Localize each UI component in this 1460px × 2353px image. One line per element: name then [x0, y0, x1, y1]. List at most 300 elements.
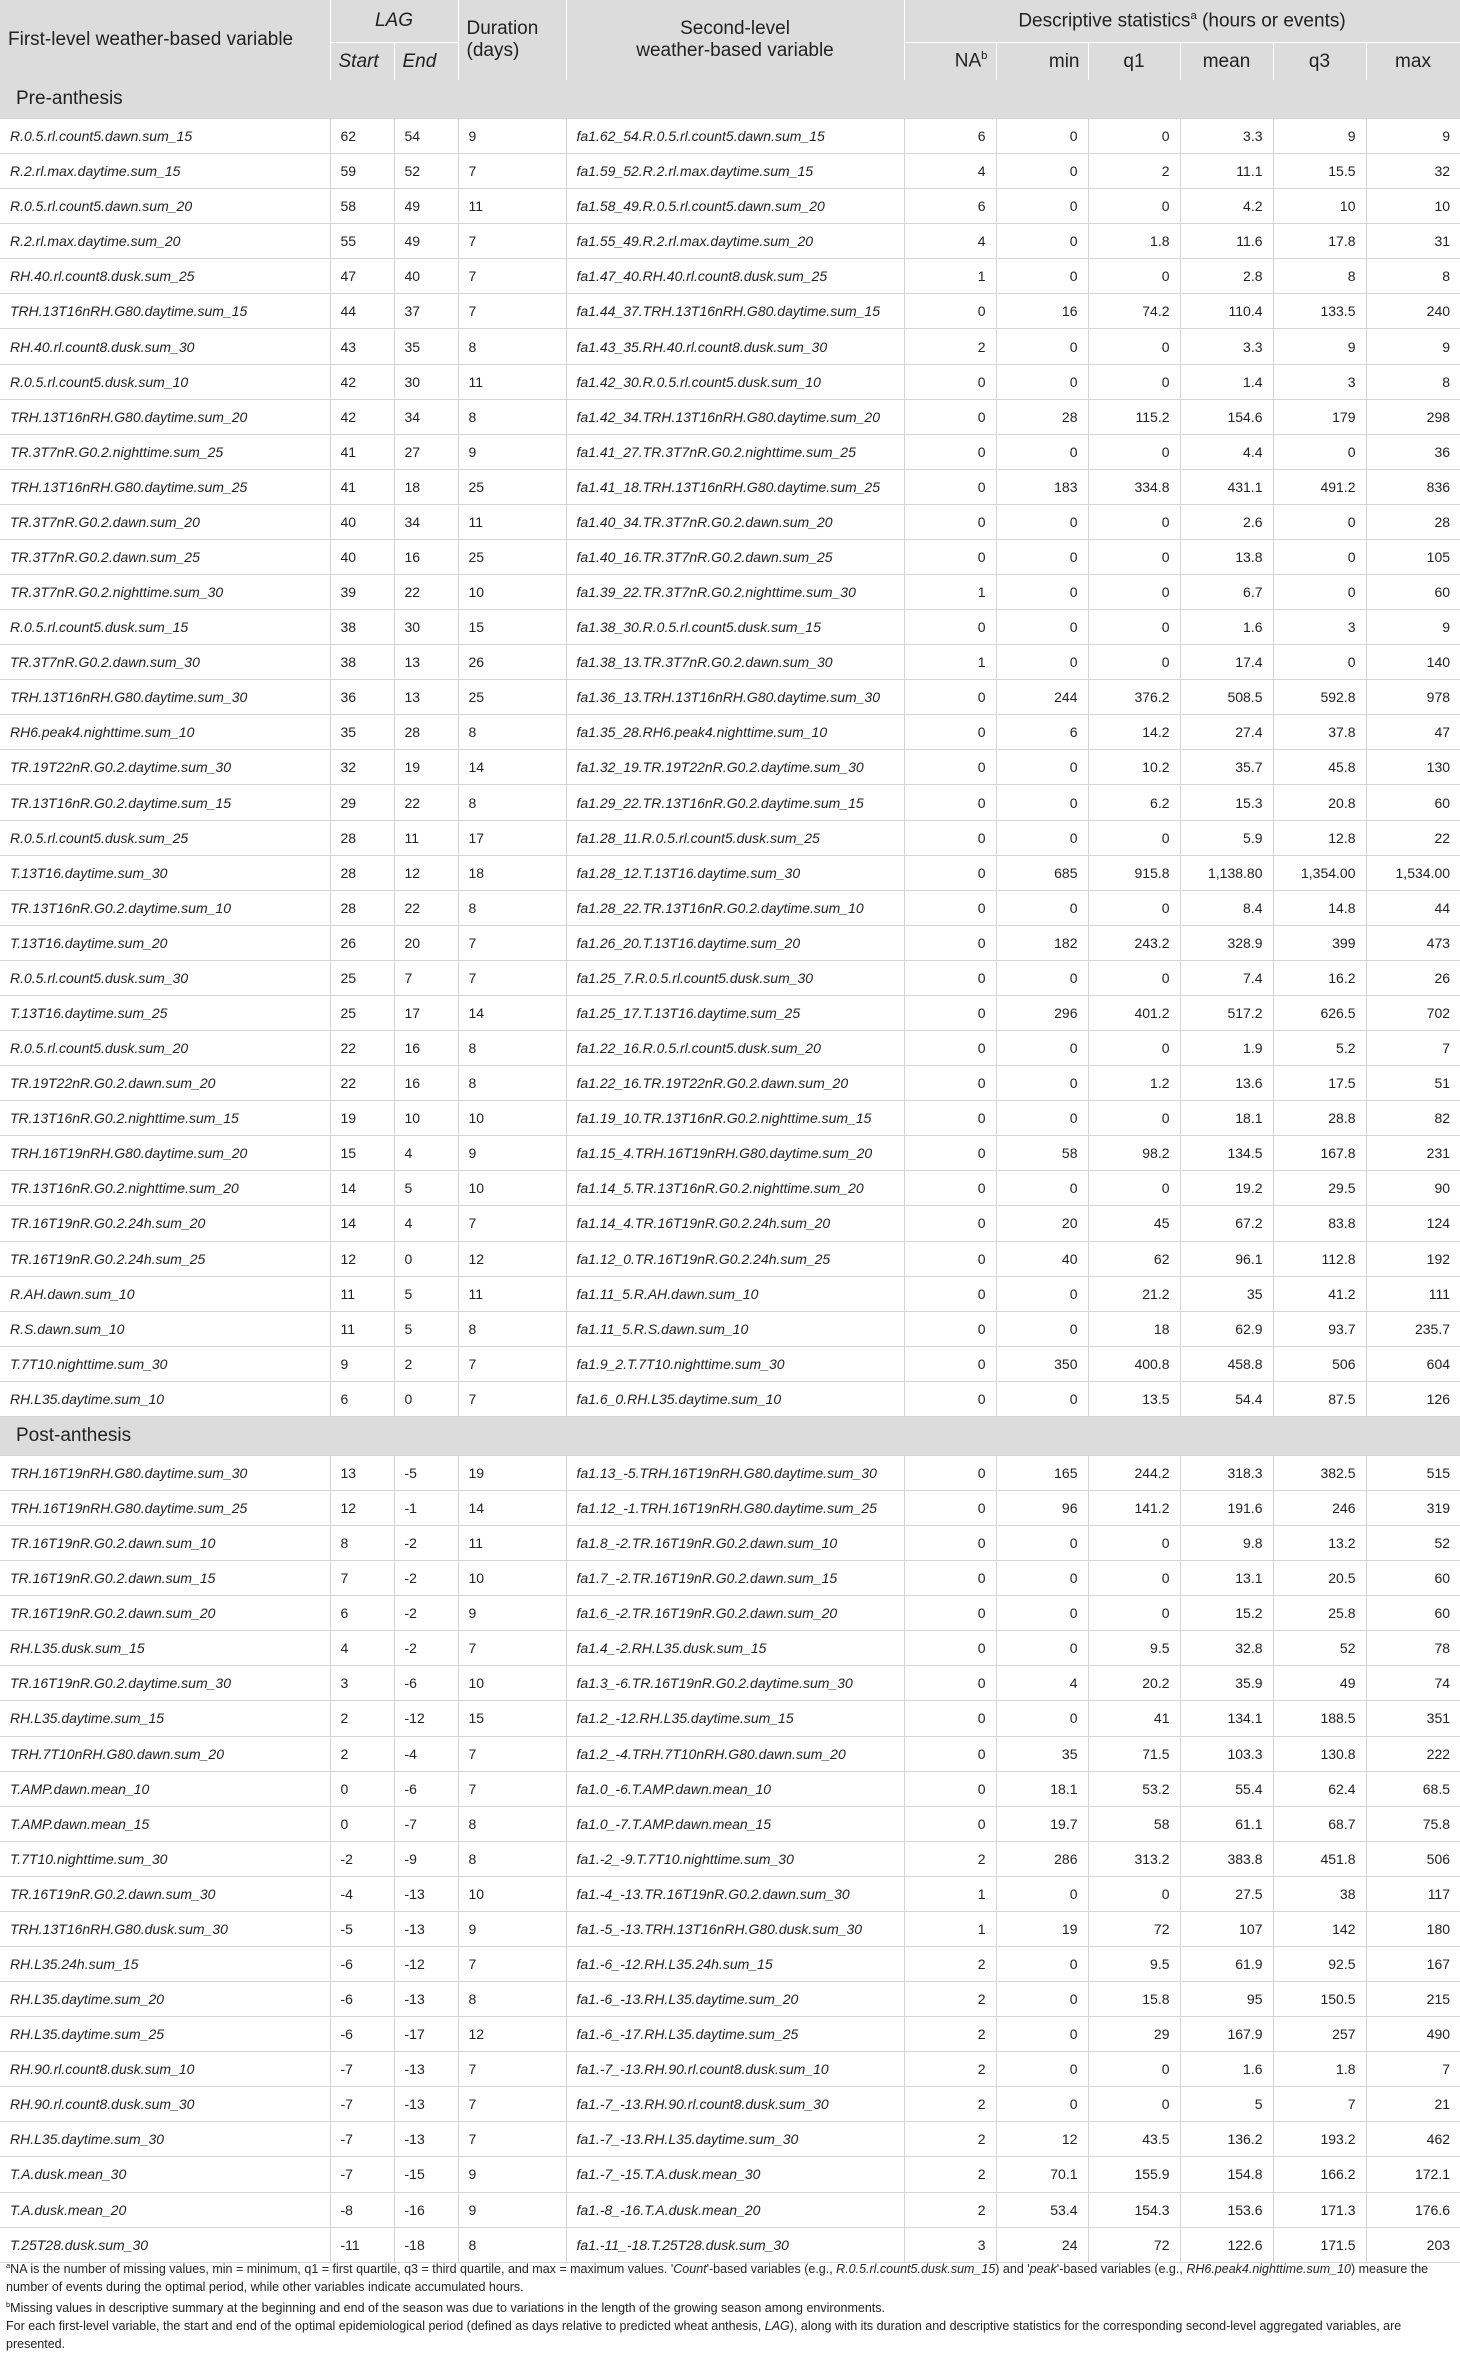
- cell-first-level-var: TR.3T7nR.G0.2.nighttime.sum_25: [0, 434, 330, 469]
- cell-mean: 1.4: [1180, 364, 1273, 399]
- cell-second-level-var: fa1.9_2.T.7T10.nighttime.sum_30: [566, 1346, 904, 1381]
- table-row: [0, 1911, 1460, 1946]
- cell-na: 0: [904, 1381, 996, 1416]
- cell-lag-start: 7: [330, 1561, 394, 1596]
- cell-max: 28: [1366, 504, 1460, 539]
- cell-lag-end: -16: [394, 2192, 458, 2227]
- cell-lag-start: 40: [330, 504, 394, 539]
- header-max: max: [1366, 43, 1460, 81]
- table-row: [0, 680, 1460, 715]
- cell-lag-end: -9: [394, 1841, 458, 1876]
- cell-max: 105: [1366, 539, 1460, 574]
- table-row: [0, 469, 1460, 504]
- cell-second-level-var: fa1.-7_-13.RH.90.rl.count8.dusk.sum_30: [566, 2087, 904, 2122]
- cell-first-level-var: TR.13T16nR.G0.2.nighttime.sum_15: [0, 1101, 330, 1136]
- cell-min: 19.7: [996, 1806, 1088, 1841]
- cell-q1: 0: [1088, 259, 1180, 294]
- cell-lag-end: 34: [394, 399, 458, 434]
- cell-lag-start: 6: [330, 1381, 394, 1416]
- cell-q1: 0: [1088, 1596, 1180, 1631]
- header-min: min: [996, 43, 1088, 81]
- cell-q3: 9: [1273, 329, 1366, 364]
- cell-q1: 2: [1088, 154, 1180, 189]
- cell-lag-start: -6: [330, 1946, 394, 1981]
- cell-lag-end: 0: [394, 1381, 458, 1416]
- cell-na: 0: [904, 1736, 996, 1771]
- cell-min: 28: [996, 399, 1088, 434]
- cell-min: 0: [996, 119, 1088, 154]
- cell-lag-end: 27: [394, 434, 458, 469]
- section-header: [0, 80, 1460, 119]
- cell-mean: 508.5: [1180, 680, 1273, 715]
- cell-duration: 8: [458, 1031, 566, 1066]
- cell-na: 0: [904, 1631, 996, 1666]
- cell-q3: 68.7: [1273, 1806, 1366, 1841]
- cell-na: 0: [904, 995, 996, 1030]
- cell-min: 12: [996, 2122, 1088, 2157]
- cell-second-level-var: fa1.59_52.R.2.rl.max.daytime.sum_15: [566, 154, 904, 189]
- cell-duration: 14: [458, 750, 566, 785]
- cell-first-level-var: RH.L35.24h.sum_15: [0, 1946, 330, 1981]
- section-header: [0, 1416, 1460, 1455]
- cell-mean: 54.4: [1180, 1381, 1273, 1416]
- footnote-a-text-2: '-based variables (e.g.,: [706, 2262, 837, 2277]
- cell-mean: 15.2: [1180, 1596, 1273, 1631]
- cell-duration: 7: [458, 1206, 566, 1241]
- cell-mean: 17.4: [1180, 645, 1273, 680]
- cell-mean: 2.6: [1180, 504, 1273, 539]
- cell-lag-end: -5: [394, 1455, 458, 1490]
- section-title: Post-anthesis: [0, 1416, 1460, 1455]
- cell-lag-start: 29: [330, 785, 394, 820]
- footnote-a-example-1: R.0.5.rl.count5.dusk.sum_15: [836, 2262, 996, 2277]
- cell-na: 2: [904, 1982, 996, 2017]
- cell-na: 0: [904, 1806, 996, 1841]
- cell-lag-end: -2: [394, 1631, 458, 1666]
- cell-q3: 451.8: [1273, 1841, 1366, 1876]
- cell-first-level-var: TR.16T19nR.G0.2.24h.sum_25: [0, 1241, 330, 1276]
- cell-second-level-var: fa1.28_12.T.13T16.daytime.sum_30: [566, 855, 904, 890]
- cell-second-level-var: fa1.58_49.R.0.5.rl.count5.dawn.sum_20: [566, 189, 904, 224]
- table-row: [0, 119, 1460, 154]
- cell-first-level-var: R.0.5.rl.count5.dawn.sum_20: [0, 189, 330, 224]
- cell-lag-end: 13: [394, 645, 458, 680]
- cell-max: 44: [1366, 890, 1460, 925]
- cell-q3: 9: [1273, 119, 1366, 154]
- cell-max: 21: [1366, 2087, 1460, 2122]
- cell-first-level-var: TR.19T22nR.G0.2.dawn.sum_20: [0, 1066, 330, 1101]
- cell-duration: 26: [458, 645, 566, 680]
- table-row: [0, 294, 1460, 329]
- cell-duration: 7: [458, 960, 566, 995]
- cell-na: 0: [904, 294, 996, 329]
- cell-q3: 13.2: [1273, 1526, 1366, 1561]
- cell-q3: 38: [1273, 1876, 1366, 1911]
- cell-max: 60: [1366, 1596, 1460, 1631]
- cell-duration: 8: [458, 399, 566, 434]
- cell-q3: 171.5: [1273, 2227, 1366, 2262]
- header-duration: [458, 0, 566, 80]
- cell-min: 182: [996, 925, 1088, 960]
- cell-first-level-var: TRH.7T10nRH.G80.dawn.sum_20: [0, 1736, 330, 1771]
- cell-second-level-var: fa1.32_19.TR.19T22nR.G0.2.daytime.sum_30: [566, 750, 904, 785]
- cell-min: 0: [996, 890, 1088, 925]
- cell-na: 0: [904, 820, 996, 855]
- cell-max: 298: [1366, 399, 1460, 434]
- cell-q1: 58: [1088, 1806, 1180, 1841]
- cell-max: 462: [1366, 2122, 1460, 2157]
- table-row: [0, 1346, 1460, 1381]
- cell-na: 2: [904, 1946, 996, 1981]
- cell-min: 0: [996, 1526, 1088, 1561]
- cell-max: 7: [1366, 2052, 1460, 2087]
- cell-lag-start: -5: [330, 1911, 394, 1946]
- cell-first-level-var: RH.40.rl.count8.dusk.sum_25: [0, 259, 330, 294]
- cell-q3: 0: [1273, 434, 1366, 469]
- cell-lag-start: 2: [330, 1736, 394, 1771]
- cell-second-level-var: fa1.-6_-12.RH.L35.24h.sum_15: [566, 1946, 904, 1981]
- cell-q1: 71.5: [1088, 1736, 1180, 1771]
- cell-lag-end: -18: [394, 2227, 458, 2262]
- cell-max: 9: [1366, 610, 1460, 645]
- cell-first-level-var: TRH.13T16nRH.G80.daytime.sum_15: [0, 294, 330, 329]
- cell-na: 1: [904, 259, 996, 294]
- cell-q1: 0: [1088, 890, 1180, 925]
- cell-q1: 0: [1088, 189, 1180, 224]
- cell-na: 0: [904, 890, 996, 925]
- cell-q1: 0: [1088, 1031, 1180, 1066]
- cell-lag-start: 43: [330, 329, 394, 364]
- cell-na: 0: [904, 1346, 996, 1381]
- cell-max: 222: [1366, 1736, 1460, 1771]
- table-row: [0, 855, 1460, 890]
- cell-min: 296: [996, 995, 1088, 1030]
- cell-second-level-var: fa1.11_5.R.S.dawn.sum_10: [566, 1311, 904, 1346]
- cell-min: 18.1: [996, 1771, 1088, 1806]
- cell-second-level-var: fa1.14_4.TR.16T19nR.G0.2.24h.sum_20: [566, 1206, 904, 1241]
- header-first-level: First-level weather-based variable: [0, 0, 330, 80]
- cell-duration: 11: [458, 364, 566, 399]
- cell-min: 53.4: [996, 2192, 1088, 2227]
- cell-second-level-var: fa1.38_13.TR.3T7nR.G0.2.dawn.sum_30: [566, 645, 904, 680]
- cell-q1: 0: [1088, 1101, 1180, 1136]
- cell-mean: 107: [1180, 1911, 1273, 1946]
- cell-q1: 62: [1088, 1241, 1180, 1276]
- cell-mean: 1.6: [1180, 610, 1273, 645]
- cell-min: 0: [996, 329, 1088, 364]
- cell-first-level-var: TR.3T7nR.G0.2.dawn.sum_20: [0, 504, 330, 539]
- cell-max: 111: [1366, 1276, 1460, 1311]
- cell-first-level-var: TRH.13T16nRH.G80.daytime.sum_20: [0, 399, 330, 434]
- cell-second-level-var: fa1.2_-4.TRH.7T10nRH.G80.dawn.sum_20: [566, 1736, 904, 1771]
- cell-mean: 458.8: [1180, 1346, 1273, 1381]
- cell-q3: 52: [1273, 1631, 1366, 1666]
- cell-min: 20: [996, 1206, 1088, 1241]
- cell-na: 2: [904, 2122, 996, 2157]
- cell-duration: 17: [458, 820, 566, 855]
- footnote-a-text-5: ) measure the number of events during the optimal period, while other variables indicate accumulated hours.: [6, 2262, 1429, 2295]
- cell-lag-end: 37: [394, 294, 458, 329]
- table-row: [0, 1381, 1460, 1416]
- cell-na: 0: [904, 1276, 996, 1311]
- cell-q1: 0: [1088, 1876, 1180, 1911]
- cell-q1: 20.2: [1088, 1666, 1180, 1701]
- cell-second-level-var: fa1.-6_-13.RH.L35.daytime.sum_20: [566, 1982, 904, 2017]
- cell-max: 51: [1366, 1066, 1460, 1101]
- table-row: [0, 2017, 1460, 2052]
- cell-na: 4: [904, 224, 996, 259]
- cell-second-level-var: fa1.8_-2.TR.16T19nR.G0.2.dawn.sum_10: [566, 1526, 904, 1561]
- table-row: [0, 2087, 1460, 2122]
- table-row: [0, 890, 1460, 925]
- cell-q1: 0: [1088, 1561, 1180, 1596]
- cell-min: 0: [996, 1596, 1088, 1631]
- cell-duration: 7: [458, 1771, 566, 1806]
- table-row: [0, 1490, 1460, 1525]
- cell-q3: 17.5: [1273, 1066, 1366, 1101]
- cell-second-level-var: fa1.0_-7.T.AMP.dawn.mean_15: [566, 1806, 904, 1841]
- cell-second-level-var: fa1.-4_-13.TR.16T19nR.G0.2.dawn.sum_30: [566, 1876, 904, 1911]
- header-lag: LAG: [330, 0, 458, 43]
- cell-na: 6: [904, 189, 996, 224]
- cell-na: 0: [904, 364, 996, 399]
- cell-max: 8: [1366, 259, 1460, 294]
- cell-q1: 14.2: [1088, 715, 1180, 750]
- cell-q1: 13.5: [1088, 1381, 1180, 1416]
- cell-na: 0: [904, 610, 996, 645]
- cell-q3: 28.8: [1273, 1101, 1366, 1136]
- cell-lag-end: 49: [394, 189, 458, 224]
- footnote-b-text: Missing values in descriptive summary at the beginning and end of the season was due to variations in the length of the growing season among environments.: [10, 2301, 885, 2316]
- cell-second-level-var: fa1.-8_-16.T.A.dusk.mean_20: [566, 2192, 904, 2227]
- table-body: [0, 80, 1460, 2262]
- cell-second-level-var: fa1.-5_-13.TRH.13T16nRH.G80.dusk.sum_30: [566, 1911, 904, 1946]
- cell-max: 473: [1366, 925, 1460, 960]
- cell-mean: 4.4: [1180, 434, 1273, 469]
- cell-na: 2: [904, 2192, 996, 2227]
- table-row: [0, 434, 1460, 469]
- cell-first-level-var: R.AH.dawn.sum_10: [0, 1276, 330, 1311]
- table-row: [0, 2052, 1460, 2087]
- table-row: [0, 2192, 1460, 2227]
- cell-duration: 8: [458, 329, 566, 364]
- cell-lag-start: 13: [330, 1455, 394, 1490]
- cell-first-level-var: R.S.dawn.sum_10: [0, 1311, 330, 1346]
- cell-max: 68.5: [1366, 1771, 1460, 1806]
- cell-na: 4: [904, 154, 996, 189]
- cell-min: 16: [996, 294, 1088, 329]
- cell-q1: 72: [1088, 1911, 1180, 1946]
- table-row: [0, 1841, 1460, 1876]
- cell-q3: 246: [1273, 1490, 1366, 1525]
- cell-mean: 18.1: [1180, 1101, 1273, 1136]
- cell-max: 82: [1366, 1101, 1460, 1136]
- cell-lag-end: 54: [394, 119, 458, 154]
- cell-q1: 15.8: [1088, 1982, 1180, 2017]
- cell-na: 0: [904, 1701, 996, 1736]
- cell-min: 0: [996, 1031, 1088, 1066]
- cell-min: 96: [996, 1490, 1088, 1525]
- cell-mean: 5: [1180, 2087, 1273, 2122]
- cell-max: 515: [1366, 1455, 1460, 1490]
- cell-mean: 35.9: [1180, 1666, 1273, 1701]
- cell-q3: 8: [1273, 259, 1366, 294]
- cell-lag-start: 44: [330, 294, 394, 329]
- table-header: [0, 0, 1460, 80]
- footnote-b: [6, 2296, 1456, 2317]
- cell-na: 1: [904, 1876, 996, 1911]
- cell-mean: 13.1: [1180, 1561, 1273, 1596]
- cell-lag-start: 55: [330, 224, 394, 259]
- cell-first-level-var: TRH.13T16nRH.G80.daytime.sum_25: [0, 469, 330, 504]
- cell-duration: 8: [458, 1982, 566, 2017]
- cell-second-level-var: fa1.38_30.R.0.5.rl.count5.dusk.sum_15: [566, 610, 904, 645]
- cell-lag-end: -7: [394, 1806, 458, 1841]
- cell-q3: 49: [1273, 1666, 1366, 1701]
- cell-na: 0: [904, 1136, 996, 1171]
- cell-second-level-var: fa1.42_34.TRH.13T16nRH.G80.daytime.sum_20: [566, 399, 904, 434]
- cell-na: 0: [904, 1311, 996, 1346]
- cell-second-level-var: fa1.25_17.T.13T16.daytime.sum_25: [566, 995, 904, 1030]
- cell-lag-start: 14: [330, 1171, 394, 1206]
- cell-mean: 383.8: [1180, 1841, 1273, 1876]
- table-row: [0, 1066, 1460, 1101]
- cell-mean: 1,138.80: [1180, 855, 1273, 890]
- cell-first-level-var: TR.16T19nR.G0.2.24h.sum_20: [0, 1206, 330, 1241]
- cell-q1: 154.3: [1088, 2192, 1180, 2227]
- cell-q3: 491.2: [1273, 469, 1366, 504]
- table-row: [0, 750, 1460, 785]
- header-second-level: [566, 0, 904, 80]
- cell-lag-end: 5: [394, 1276, 458, 1311]
- cell-min: 0: [996, 645, 1088, 680]
- cell-max: 231: [1366, 1136, 1460, 1171]
- cell-lag-start: 15: [330, 1136, 394, 1171]
- footnote-a: [6, 2257, 1456, 2296]
- cell-q1: 41: [1088, 1701, 1180, 1736]
- cell-q3: 1.8: [1273, 2052, 1366, 2087]
- cell-first-level-var: RH.L35.daytime.sum_25: [0, 2017, 330, 2052]
- cell-second-level-var: fa1.47_40.RH.40.rl.count8.dusk.sum_25: [566, 259, 904, 294]
- cell-first-level-var: T.A.dusk.mean_20: [0, 2192, 330, 2227]
- cell-na: 2: [904, 2087, 996, 2122]
- cell-na: 0: [904, 399, 996, 434]
- cell-lag-start: 11: [330, 1276, 394, 1311]
- cell-q1: 0: [1088, 539, 1180, 574]
- cell-q1: 915.8: [1088, 855, 1180, 890]
- table-row: [0, 364, 1460, 399]
- cell-na: 0: [904, 925, 996, 960]
- cell-max: 22: [1366, 820, 1460, 855]
- cell-first-level-var: RH.L35.daytime.sum_30: [0, 2122, 330, 2157]
- cell-q3: 25.8: [1273, 1596, 1366, 1631]
- cell-second-level-var: fa1.35_28.RH6.peak4.nighttime.sum_10: [566, 715, 904, 750]
- cell-second-level-var: fa1.-2_-9.T.7T10.nighttime.sum_30: [566, 1841, 904, 1876]
- cell-q3: 16.2: [1273, 960, 1366, 995]
- cell-na: 6: [904, 119, 996, 154]
- cell-lag-start: 38: [330, 645, 394, 680]
- cell-mean: 62.9: [1180, 1311, 1273, 1346]
- cell-mean: 328.9: [1180, 925, 1273, 960]
- footnote-a-text-1: NA is the number of missing values, min = minimum, q1 = first quartile, q3 = third quartile, and max = maximum values. ': [10, 2262, 674, 2277]
- cell-second-level-var: fa1.36_13.TRH.13T16nRH.G80.daytime.sum_30: [566, 680, 904, 715]
- cell-first-level-var: RH.L35.daytime.sum_10: [0, 1381, 330, 1416]
- cell-na: 0: [904, 1455, 996, 1490]
- cell-second-level-var: fa1.11_5.R.AH.dawn.sum_10: [566, 1276, 904, 1311]
- cell-first-level-var: TR.3T7nR.G0.2.dawn.sum_25: [0, 539, 330, 574]
- cell-q1: 9.5: [1088, 1631, 1180, 1666]
- cell-q3: 171.3: [1273, 2192, 1366, 2227]
- cell-max: 702: [1366, 995, 1460, 1030]
- cell-second-level-var: fa1.42_30.R.0.5.rl.count5.dusk.sum_10: [566, 364, 904, 399]
- table-row: [0, 1455, 1460, 1490]
- cell-mean: 122.6: [1180, 2227, 1273, 2262]
- table-row: [0, 1311, 1460, 1346]
- cell-min: 0: [996, 1276, 1088, 1311]
- cell-lag-start: 41: [330, 434, 394, 469]
- footnote-a-peak: peak: [1029, 2262, 1057, 2277]
- cell-mean: 3.3: [1180, 119, 1273, 154]
- cell-max: 203: [1366, 2227, 1460, 2262]
- cell-duration: 7: [458, 154, 566, 189]
- cell-q3: 193.2: [1273, 2122, 1366, 2157]
- cell-q3: 0: [1273, 645, 1366, 680]
- cell-q3: 7: [1273, 2087, 1366, 2122]
- cell-lag-start: 28: [330, 855, 394, 890]
- cell-max: 126: [1366, 1381, 1460, 1416]
- cell-na: 0: [904, 1526, 996, 1561]
- cell-duration: 10: [458, 575, 566, 610]
- cell-lag-end: 12: [394, 855, 458, 890]
- footnote-a-marker: a: [6, 2261, 11, 2270]
- cell-min: 70.1: [996, 2157, 1088, 2192]
- cell-q1: 0: [1088, 119, 1180, 154]
- cell-lag-start: 0: [330, 1771, 394, 1806]
- cell-min: 0: [996, 785, 1088, 820]
- cell-q3: 20.8: [1273, 785, 1366, 820]
- cell-lag-start: 6: [330, 1596, 394, 1631]
- cell-q3: 15.5: [1273, 154, 1366, 189]
- cell-second-level-var: fa1.40_34.TR.3T7nR.G0.2.dawn.sum_20: [566, 504, 904, 539]
- cell-second-level-var: fa1.3_-6.TR.16T19nR.G0.2.daytime.sum_30: [566, 1666, 904, 1701]
- cell-max: 31: [1366, 224, 1460, 259]
- cell-lag-end: 18: [394, 469, 458, 504]
- cell-max: 117: [1366, 1876, 1460, 1911]
- cell-max: 1,534.00: [1366, 855, 1460, 890]
- cell-lag-start: 25: [330, 995, 394, 1030]
- cell-max: 235.7: [1366, 1311, 1460, 1346]
- table-row: [0, 1982, 1460, 2017]
- table-row: [0, 1771, 1460, 1806]
- cell-lag-end: 49: [394, 224, 458, 259]
- cell-duration: 7: [458, 1736, 566, 1771]
- cell-q1: 334.8: [1088, 469, 1180, 504]
- cell-lag-end: 10: [394, 1101, 458, 1136]
- cell-duration: 8: [458, 785, 566, 820]
- cell-lag-start: 32: [330, 750, 394, 785]
- footnote-a-text-3: ) and ': [995, 2262, 1030, 2277]
- cell-lag-start: 35: [330, 715, 394, 750]
- cell-lag-end: 7: [394, 960, 458, 995]
- cell-first-level-var: TRH.16T19nRH.G80.daytime.sum_25: [0, 1490, 330, 1525]
- cell-second-level-var: fa1.41_27.TR.3T7nR.G0.2.nighttime.sum_25: [566, 434, 904, 469]
- cell-min: 40: [996, 1241, 1088, 1276]
- cell-max: 351: [1366, 1701, 1460, 1736]
- cell-mean: 8.4: [1180, 890, 1273, 925]
- cell-max: 60: [1366, 785, 1460, 820]
- cell-na: 0: [904, 1771, 996, 1806]
- header-mean: mean: [1180, 43, 1273, 81]
